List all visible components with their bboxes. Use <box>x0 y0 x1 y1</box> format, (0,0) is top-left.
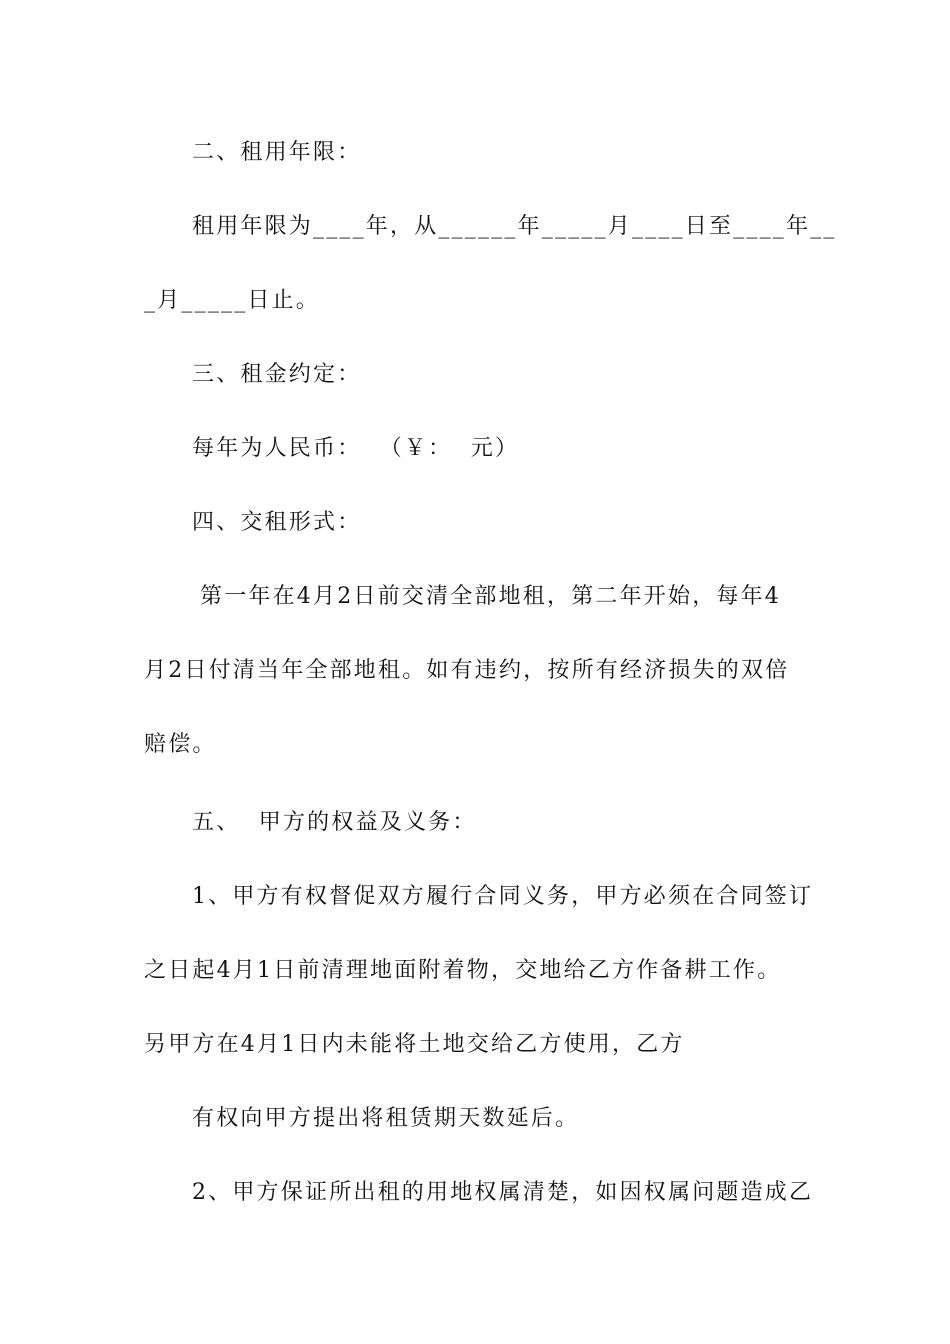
paragraph-line: 赔偿。 <box>144 732 217 757</box>
section-heading-payment: 四、交租形式： <box>192 510 362 535</box>
paragraph-line: 另甲方在4月1日内未能将土地交给乙方使用，乙方 <box>144 1032 685 1057</box>
paragraph-line: 之日起4月1日前清理地面附着物，交地给乙方作备耕工作。 <box>144 958 782 983</box>
section-heading-party-a: 五、 甲方的权益及义务： <box>192 810 477 835</box>
paragraph-line: 每年为人民币： （￥： 元） <box>192 436 520 461</box>
paragraph-line: _月_____日止。 <box>144 288 321 313</box>
paragraph-line: 第一年在4月2日前交清全部地租，第二年开始，每年4 <box>200 584 781 609</box>
paragraph-line: 租用年限为____年，从______年_____月____日至____年__ <box>192 214 837 239</box>
paragraph-line: 月2日付清当年全部地租。如有违约，按所有经济损失的双倍 <box>144 658 790 683</box>
section-heading-rent: 三、租金约定： <box>192 362 362 387</box>
paragraph-line: 2、甲方保证所出租的用地权属清楚，如因权属问题造成乙 <box>192 1180 814 1205</box>
paragraph-line: 有权向甲方提出将租赁期天数延后。 <box>192 1106 580 1131</box>
paragraph-line: 1、甲方有权督促双方履行合同义务，甲方必须在合同签订 <box>192 884 814 909</box>
section-heading-lease-term: 二、租用年限： <box>192 140 362 165</box>
